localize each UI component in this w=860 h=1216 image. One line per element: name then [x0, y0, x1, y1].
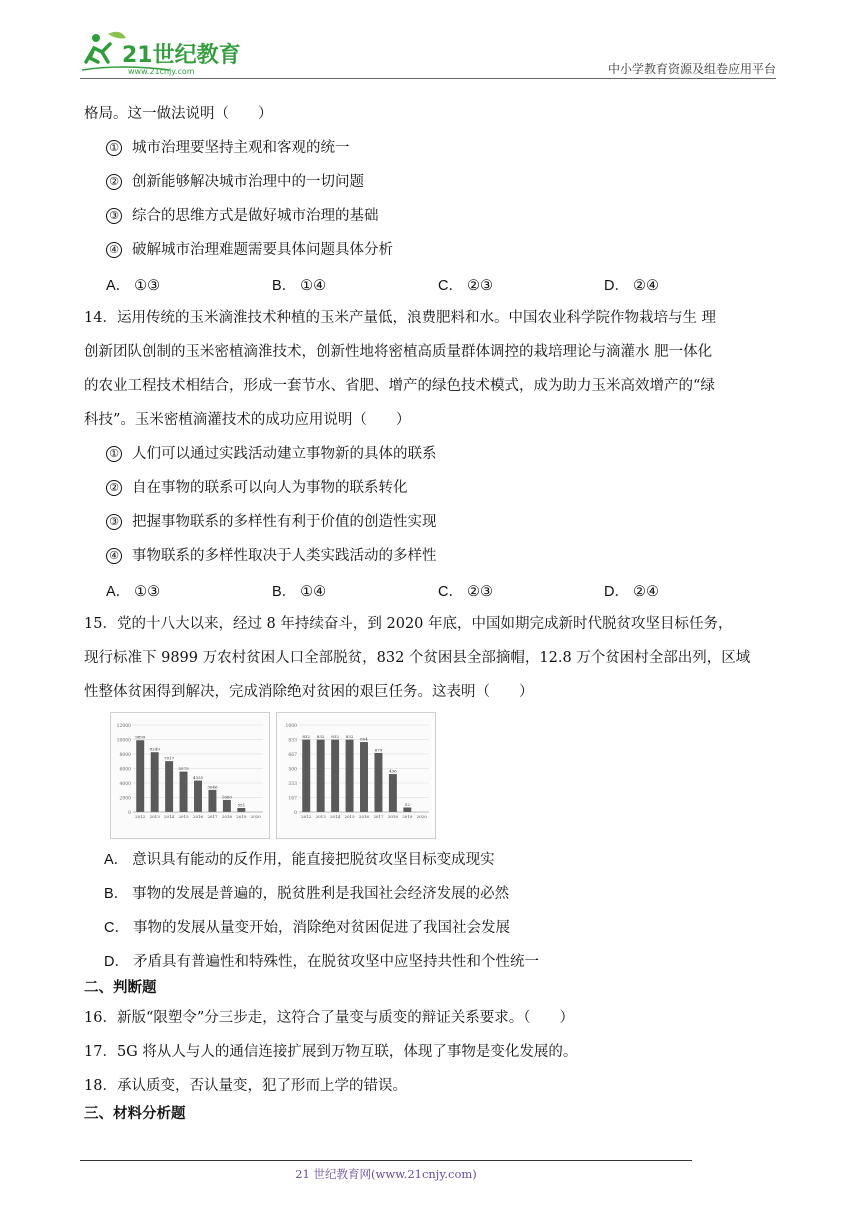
- q14-option-1: [106, 444, 437, 464]
- data-label: 8249: [149, 746, 160, 752]
- choice-value: ②④: [632, 278, 659, 294]
- chart-rural-poor-population: [110, 712, 270, 839]
- chart-0-svg: [111, 713, 269, 838]
- choice-b[interactable]: [272, 274, 326, 295]
- y-tick-label: 167: [288, 796, 297, 802]
- choice-c[interactable]: [438, 580, 493, 601]
- option-text: 城市治理要坚持主观和客观的统一: [132, 140, 350, 156]
- choice-letter: B．: [104, 886, 129, 902]
- footer-divider: [80, 1160, 692, 1161]
- bar: [346, 740, 354, 812]
- q14-option-3: [106, 512, 437, 532]
- y-tick-label: 333: [288, 782, 297, 787]
- q15-stem-line-3: 性整体贫困得到解决，完成消除绝对贫困的艰巨任务。这表明（ ）: [84, 684, 534, 700]
- bar: [165, 761, 173, 812]
- choice-value: ①④: [300, 584, 327, 600]
- option-num: ②: [106, 480, 122, 496]
- choice-letter: C．: [438, 278, 463, 294]
- q15-choice-b[interactable]: [104, 884, 509, 904]
- choice-a[interactable]: [106, 580, 160, 601]
- choice-b[interactable]: [272, 580, 326, 601]
- option-num: ①: [106, 140, 122, 156]
- choice-text: 事物的发展从量变开始，消除绝对贫困促进了我国社会发展: [132, 920, 510, 936]
- y-tick-label: 6000: [119, 767, 131, 773]
- choice-value: ②④: [632, 584, 659, 600]
- bar: [302, 740, 310, 812]
- choice-letter: D．: [604, 584, 629, 600]
- choice-value: ①③: [134, 278, 161, 294]
- x-tick-label: 2014: [164, 814, 175, 819]
- x-tick-label: 2013: [149, 814, 160, 819]
- header-divider: [80, 78, 776, 79]
- x-tick-label: 2017: [207, 814, 218, 819]
- option-text: 把握事物联系的多样性有利于价值的创造性实现: [132, 514, 437, 530]
- choice-d[interactable]: [604, 274, 659, 295]
- choice-value: ①③: [134, 584, 161, 600]
- q14-choices: [106, 580, 746, 600]
- bar: [360, 742, 368, 812]
- y-tick-label: 1000: [285, 724, 297, 729]
- data-label: 832: [302, 734, 311, 740]
- bar: [208, 790, 216, 812]
- option-num: ④: [106, 548, 122, 564]
- x-tick-label: 2015: [178, 814, 189, 819]
- option-text: 事物联系的多样性取决于人类实践活动的多样性: [132, 548, 437, 564]
- y-tick-label: 500: [288, 767, 297, 773]
- logo-21cnjy: [80, 28, 250, 78]
- q15-charts: [110, 712, 470, 837]
- x-tick-label: 2014: [330, 814, 341, 819]
- data-label: 4335: [192, 775, 204, 781]
- y-tick-label: 2000: [119, 796, 131, 802]
- q16: 16．新版“限塑令”分三步走，这符合了量变与质变的辩证关系要求。（ ）: [84, 1010, 575, 1026]
- choice-letter: A．: [106, 278, 131, 294]
- x-tick-label: 2019: [236, 814, 247, 819]
- bar: [151, 752, 159, 812]
- data-label: 52: [404, 801, 410, 807]
- choice-letter: C．: [438, 584, 463, 600]
- bar: [237, 808, 245, 812]
- x-tick-label: 2020: [250, 814, 261, 819]
- chart-poor-counties: [276, 712, 436, 839]
- y-tick-label: 12000: [116, 724, 131, 729]
- choice-value: ②③: [466, 584, 493, 600]
- choice-letter: C．: [104, 920, 129, 936]
- logo-text: 21世纪教育: [122, 43, 241, 68]
- q17: 17．5G 将从人与人的通信连接扩展到万物互联，体现了事物是变化发展的。: [84, 1044, 578, 1060]
- option-num: ③: [106, 514, 122, 530]
- x-tick-label: 2013: [315, 814, 326, 819]
- choice-text: 意识具有能动的反作用，能直接把脱贫攻坚目标变成现实: [132, 852, 495, 868]
- choice-c[interactable]: [438, 274, 493, 295]
- bar: [194, 781, 202, 812]
- x-tick-label: 2012: [301, 814, 312, 819]
- q13-option-2: [106, 172, 364, 192]
- y-tick-label: 833: [288, 738, 297, 744]
- q14-stem-line-2: 创新团队创制的玉米密植滴淮技术，创新性地将密植高质量群体调控的栽培理论与滴灌水 肥一体化: [84, 344, 713, 360]
- q14-option-2: [106, 478, 408, 498]
- x-tick-label: 2012: [135, 814, 146, 819]
- option-text: 人们可以通过实践活动建立事物新的具体的联系: [132, 446, 437, 462]
- bar: [389, 774, 397, 812]
- footer-site: 21 世纪教育网(www.21cnjy.com): [295, 1167, 477, 1181]
- data-label: 5575: [178, 766, 189, 772]
- platform-name: 中小学教育资源及组卷应用平台: [607, 62, 776, 76]
- q15-choice-c[interactable]: [104, 918, 510, 938]
- choice-letter: D．: [104, 954, 129, 970]
- q14-stem-line-4: 科技”。玉米密植滴灌技术的成功应用说明（ ）: [84, 412, 411, 428]
- option-text: 创新能够解决城市治理中的一切问题: [132, 174, 364, 190]
- page-header: [80, 28, 776, 80]
- q14-option-4: [106, 546, 437, 566]
- q15-choice-d[interactable]: [104, 952, 539, 972]
- data-label: 832: [331, 734, 339, 740]
- q15-stem-line-2: 现行标准下 9899 万农村贫困人口全部脱贫，832 个贫困县全部摘帽，12.8 万个贫困村全部出列，区域: [84, 650, 751, 666]
- data-label: 832: [316, 734, 325, 740]
- data-label: 436: [389, 768, 397, 774]
- q13-option-4: [106, 240, 393, 260]
- bar: [317, 740, 325, 812]
- bar: [331, 740, 339, 812]
- bar: [136, 740, 144, 812]
- option-num: ④: [106, 242, 122, 258]
- bar: [180, 772, 188, 812]
- q15-choice-a[interactable]: [104, 850, 495, 870]
- section-2-title: 二、判断题: [84, 980, 157, 996]
- bar: [223, 800, 231, 812]
- data-label: 3046: [207, 784, 218, 790]
- q13-stem: 格局。这一做法说明（ ）: [84, 106, 273, 122]
- x-tick-label: 2017: [373, 814, 384, 819]
- data-label: 9899: [135, 734, 146, 740]
- x-tick-label: 2018: [221, 814, 232, 819]
- x-tick-label: 2019: [402, 814, 413, 819]
- y-tick-label: 0: [128, 811, 131, 816]
- logo-subtext: www.21cnjy.com: [128, 67, 195, 76]
- choice-value: ①④: [300, 278, 327, 294]
- q18: 18．承认质变，否认量变，犯了形而上学的错误。: [84, 1078, 407, 1094]
- option-num: ②: [106, 174, 122, 190]
- q13-option-1: [106, 138, 350, 158]
- data-label: 1660: [221, 794, 232, 800]
- q14-stem-line-3: 的农业工程技术相结合，形成一套节水、省肥、增产的绿色技术模式，成为助力玉米高效增产的“绿: [84, 378, 715, 394]
- choice-letter: A．: [106, 584, 131, 600]
- x-tick-label: 2018: [387, 814, 398, 819]
- choice-letter: D．: [604, 278, 629, 294]
- x-tick-label: 2015: [344, 814, 355, 819]
- q15-stem-line-1: 15．党的十八大以来，经过 8 年持续奋斗，到 2020 年底，中国如期完成新时代脱贫攻坚目标任务，: [84, 616, 733, 632]
- q13-option-3: [106, 206, 379, 226]
- choice-letter: B．: [272, 278, 297, 294]
- chart-1-svg: [277, 713, 435, 838]
- data-label: 679: [374, 747, 383, 753]
- x-tick-label: 2016: [358, 814, 370, 819]
- bar: [403, 807, 411, 812]
- y-tick-label: 4000: [119, 782, 131, 787]
- choice-letter: A．: [104, 852, 129, 868]
- x-tick-label: 2020: [416, 814, 427, 819]
- choice-letter: B．: [272, 584, 297, 600]
- option-num: ①: [106, 446, 122, 462]
- q13-choices: [106, 274, 746, 294]
- choice-a[interactable]: [106, 274, 160, 295]
- data-label: 7017: [164, 755, 175, 761]
- bar: [374, 753, 382, 812]
- choice-text: 事物的发展是普遍的，脱贫胜利是我国社会经济发展的必然: [132, 886, 510, 902]
- section-3-title: 三、材料分析题: [84, 1106, 186, 1122]
- choice-d[interactable]: [604, 580, 659, 601]
- option-text: 综合的思维方式是做好城市治理的基础: [132, 208, 379, 224]
- choice-value: ②③: [466, 278, 493, 294]
- option-text: 破解城市治理难题需要具体问题具体分析: [132, 242, 393, 258]
- option-num: ③: [106, 208, 122, 224]
- y-tick-label: 0: [294, 811, 297, 816]
- data-label: 832: [345, 734, 354, 740]
- data-label: 804: [360, 736, 368, 742]
- data-label: 551: [237, 802, 246, 808]
- x-tick-label: 2016: [192, 814, 204, 819]
- y-tick-label: 667: [288, 753, 297, 758]
- option-text: 自在事物的联系可以向人为事物的联系转化: [132, 480, 408, 496]
- q14-stem-line-1: 14．运用传统的玉米滴淮技术种植的玉米产量低，浪费肥料和水。中国农业科学院作物栽培与生 理: [84, 310, 717, 326]
- y-tick-label: 8000: [119, 753, 131, 758]
- y-tick-label: 10000: [116, 738, 131, 744]
- choice-text: 矛盾具有普遍性和特殊性，在脱贫攻坚中应坚持共性和个性统一: [132, 954, 539, 970]
